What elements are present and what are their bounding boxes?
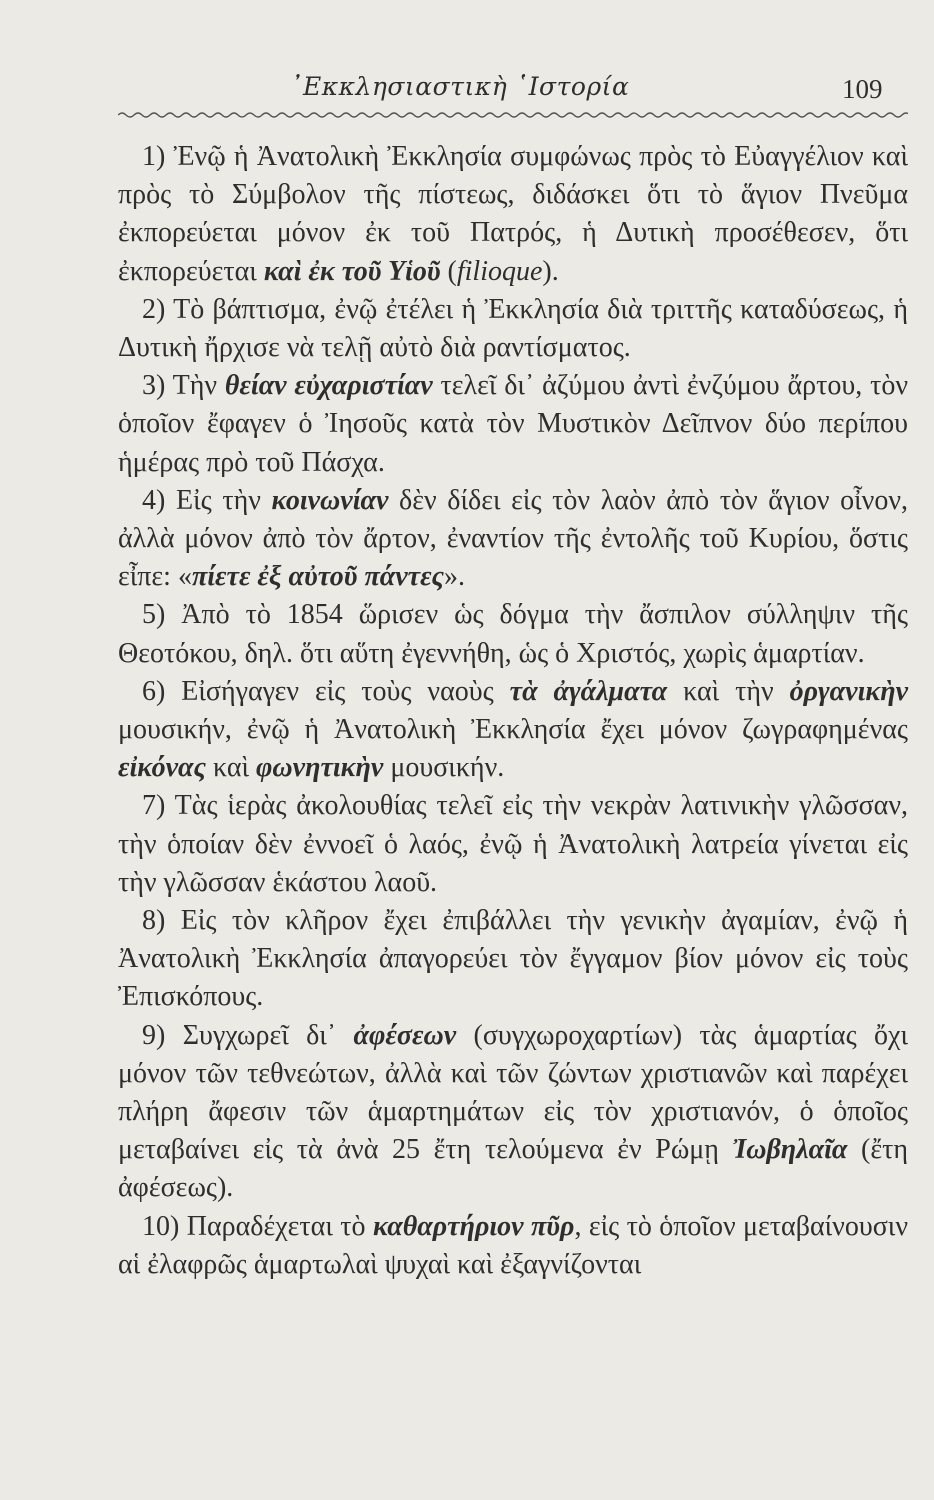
emphasis-text: ὀργανικὴν (789, 675, 909, 707)
emphasis-text: filioque (456, 255, 543, 287)
paragraph-text: 5) Ἀπὸ τὸ 1854 ὥρισεν ὡς δόγμα τὴν ἄσπιλον σύλληψιν τῆς Θεοτόκου, δηλ. ὅτι αὕτη ἐγεννήθη, ὡς ὁ Χριστός, χωρὶς ἁμαρτίαν. (118, 599, 908, 669)
emphasis-text: θείαν εὐχαριστίαν (224, 370, 433, 402)
paragraph-text: 1) Ἐνῷ ἡ Ἀνατολικὴ Ἐκκλησία συμφώνως πρὸς τὸ Εὐαγγέλιον καὶ πρὸς τὸ Σύμβολον τῆς πίστεως, διδάσκει ὅτι τὸ ἅγιον Πνεῦμα ἐκπορεύεται μόνον ἐκ τοῦ Πατρός, ἡ Δυτικὴ προσέθεσεν, ὅτι ἐκπορεύεται (118, 141, 908, 287)
paragraph-p7 (118, 787, 908, 902)
paragraph-text: 2) Τὸ βάπτισμα, ἐνῷ ἐτέλει ἡ Ἐκκλησία διὰ τριττῆς καταδύσεως, ἡ Δυτικὴ ἤρχισε νὰ τελῇ αὐτὸ διὰ ραντίσματος. (118, 293, 908, 364)
paragraph-text: 8) Εἰς τὸν κλῆρον ἔχει ἐπιβάλλει τὴν γενικὴν ἀγαμίαν, ἐνῷ ἡ Ἀνατολικὴ Ἐκκλησία ἀπαγορεύει τὸν ἔγγαμον βίον μόνον εἰς τοὺς Ἐπισκόπους. (118, 905, 908, 1013)
paragraph-text: ). (542, 255, 559, 287)
paragraph-text: 6) Εἰσήγαγεν εἰς τοὺς ναοὺς (142, 675, 510, 707)
running-head-title: ᾿Εκκλησιαστικὴ ῾Ιστορία (290, 72, 630, 101)
paragraph-text: 3) Τὴν (142, 370, 225, 402)
paragraph-text: ». (444, 561, 466, 593)
emphasis-text: ἀφέσεων (353, 1019, 457, 1051)
page-number: 109 (842, 74, 883, 104)
paragraph-text: 7) Τὰς ἱερὰς ἀκολουθίας τελεῖ εἰς τὴν νεκρὰν λατινικὴν γλῶσσαν, τὴν ὁποίαν δὲν ἐννοεῖ ὁ λαός, ἐνῷ ἡ Ἀνατολικὴ λατρεία γίνεται εἰς τὴν γλῶσσαν ἑκάστου λαοῦ. (118, 790, 908, 898)
emphasis-text: τὰ ἀγάλματα (509, 675, 668, 707)
paragraph-p2 (118, 291, 908, 367)
paragraph-text: 9) Συγχωρεῖ δι᾿ (142, 1019, 354, 1051)
paragraph-text: , εἰς τὸ ὁποῖον μεταβαίνουσιν αἱ ἐλαφρῶς ἁμαρτωλαὶ ψυχαὶ καὶ ἐξαγνίζονται (118, 1210, 908, 1280)
emphasis-text: καθαρτήριον πῦρ (372, 1210, 575, 1242)
paragraph-text: ( (440, 255, 457, 287)
paragraph-text: μουσικήν, ἐνῷ ἡ Ἀνατολικὴ Ἐκκλησία ἔχει μόνον ζωγραφημένας (118, 714, 908, 746)
wavy-header-rule (118, 110, 908, 120)
emphasis-text: Ἰωβηλαῖα (732, 1134, 848, 1166)
emphasis-text: καὶ ἐκ τοῦ Υἱοῦ (263, 255, 441, 287)
running-head (0, 72, 934, 112)
body-text (118, 138, 908, 1284)
emphasis-text: κοινωνίαν (271, 484, 389, 516)
paragraph-text: καὶ (205, 752, 257, 784)
paragraph-text: (ἔτη ἀφέσεως). (118, 1134, 908, 1204)
paragraph-text: μουσικήν. (383, 752, 505, 784)
paragraph-p10 (118, 1208, 908, 1284)
emphasis-text: εἰκόνας (118, 752, 206, 784)
paragraph-text: καὶ τὴν (667, 675, 790, 707)
paragraph-p3 (118, 367, 908, 482)
paragraph-text: τελεῖ δι᾿ ἀζύμου ἀντὶ ἐνζύμου ἄρτου, τὸν ὁποῖον ἔφαγεν ὁ Ἰησοῦς κατὰ τὸν Μυστικὸν Δεῖπνον δύο περίπου ἡμέρας πρὸ τοῦ Πάσχα. (118, 370, 908, 478)
paragraph-p1 (118, 138, 908, 291)
emphasis-text: φωνητικὴν (256, 752, 384, 784)
emphasis-text: πίετε ἐξ αὐτοῦ πάντες (191, 561, 445, 593)
paragraph-text: δὲν δίδει εἰς τὸν λαὸν ἀπὸ τὸν ἅγιον οἶνον, ἀλλὰ μόνον ἀπὸ τὸν ἄρτον, ἐναντίον τῆς ἐντολῆς τοῦ Κυρίου, ὅστις εἶπε: « (118, 484, 909, 593)
paragraph-p8 (118, 902, 908, 1017)
paragraph-p6 (118, 673, 908, 788)
paragraph-p9 (118, 1017, 908, 1208)
paragraph-text: 10) Παραδέχεται τὸ (142, 1210, 373, 1242)
paragraph-p5 (118, 596, 908, 672)
paragraph-text: 4) Εἰς τὴν (142, 484, 272, 516)
paragraph-p4 (118, 482, 908, 597)
paragraph-text: (συγχωροχαρτίων) τὰς ἁμαρτίας ὄχι μόνον τῶν τεθνεώτων, ἀλλὰ καὶ τῶν ζώντων χριστιανῶν καὶ παρέχει πλήρη ἄφεσιν τῶν ἁμαρτημάτων εἰς τὸν χριστιανόν, ὁ ὁποῖος μεταβαίνει εἰς τὰ ἀνὰ 25 ἔτη τελούμενα ἐν Ρώμῃ (118, 1019, 908, 1166)
